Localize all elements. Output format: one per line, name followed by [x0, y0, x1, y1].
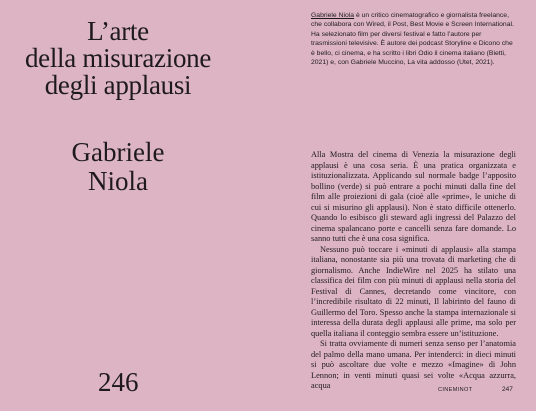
title-line: della misurazione: [24, 43, 212, 73]
author-line: Gabriele: [71, 137, 165, 167]
right-page-number: 247: [502, 386, 513, 393]
body-paragraph: Nessuno può toccare i «minuti di applausi» alla stampa italiana, nonostante sia più una trovata di marketing che di giornalismo. Anche IndieWire nel 2025 ha stilato una classifica dei film con più minuti di applausi nella storia del Festival di Cannes, decretando come vincitore, con l’incredibile risultato di 22 minuti, Il labirinto del fauno di Guillermo del Toro. Spesso anche la stampa internazionale si interessa della durata degli applausi alle prime, ma solo per quella italiana il conteggio sembra essere un’istituzione.: [311, 244, 516, 338]
article-body: [311, 150, 516, 392]
running-footer: CINEMINOT: [438, 387, 473, 393]
author-bio: [311, 11, 516, 68]
bio-name: Gabriele Niola: [311, 12, 355, 19]
left-page-number: 246: [98, 367, 139, 397]
body-paragraph: Si tratta ovviamente di numeri senza senso per l’anatomia del palmo della mano umana. Per intenderci: in dieci minuti si può ascoltare due volte e mezzo «Imagine» di John Lennon; in venti minuti quasi sei volte «Acqua azzurra, acqua: [311, 339, 516, 390]
author-name: [0, 138, 236, 196]
bio-text: è un critico cinematografico e giornalista freelance, che collabora con Wired, il Post, Best Movie e Screen International. Ha selezionato film per diversi festival e fatto l’autore per trasmissioni televisive. È autore dei podcast Storyline e Dicono che è bello, ci cinema, e ha scritto i libri Odio il cinema italiano (Bietti, 2021) e, con Gabriele Muccino, La vita addosso (Utet, 2021).: [311, 12, 514, 67]
author-line: Niola: [88, 166, 148, 196]
title-line: L’arte: [87, 16, 149, 46]
article-title: [0, 18, 236, 99]
title-line: degli applausi: [44, 70, 192, 100]
body-paragraph: Alla Mostra del cinema di Venezia la misurazione degli applausi è una cosa seria. È una pratica organizzata e istituzionalizzata. Applicando sul normale badge l’apposito bollino (verde) si può entrare a pochi minuti dalla fine del film alle proiezioni di gala (cioè alle «prime», le uniche di cui si misurino gli applausi). Non è stato difficile ottenerlo. Quando lo esibisco gli steward agli ingressi del Palazzo del cinema spalancano porte e cancelli senza fare domande. Lo sanno tutti che è una cosa significa.: [311, 150, 516, 243]
